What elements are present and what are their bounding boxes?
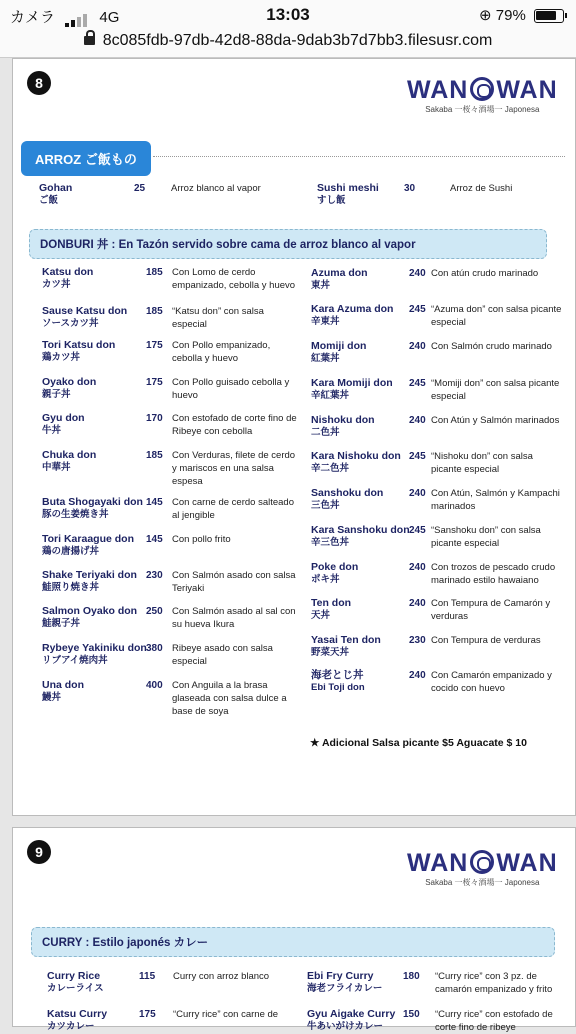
item-name: Gohan: [39, 182, 73, 194]
item-price: 170: [146, 413, 163, 424]
item-name: Ebi Fry Curry: [307, 970, 374, 982]
item-japanese: 三色丼: [311, 500, 340, 511]
item-name: Rybeye Yakiniku don: [42, 642, 147, 654]
item-name: Kara Nishoku don: [311, 450, 401, 462]
url-text: 8c085fdb-97db-42d8-88da-9dab3b7d7bb3.filesusr.com: [102, 32, 493, 49]
item-price: 180: [403, 971, 420, 982]
item-japanese: 牛あいがけカレー: [307, 1021, 384, 1032]
item-japanese: ソースカツ丼: [42, 318, 99, 329]
additional-note: ★ Adicional Salsa picante $5 Aguacate $ 10: [310, 737, 527, 749]
item-japanese: 親子丼: [42, 389, 71, 400]
item-description: “Curry rice” con 3 pz. de camarón empanizado y frito: [435, 971, 553, 995]
item-japanese: リブアイ焼肉丼: [42, 655, 108, 666]
page-number: 9: [27, 840, 51, 864]
item-japanese: 鮭照り焼き丼: [42, 582, 100, 593]
item-description: Con Salmón asado al sal con su hueva Ikura: [172, 606, 296, 630]
item-name: Una don: [42, 679, 84, 691]
item-japanese: 中華丼: [42, 462, 71, 473]
item-description: Con Lomo de cerdo empanizado, cebolla y huevo: [172, 267, 296, 291]
address-bar[interactable]: [0, 30, 576, 58]
item-price: 240: [409, 562, 426, 573]
item-name: Momiji don: [311, 340, 367, 352]
item-description: “Azuma don” con salsa picante especial: [431, 304, 562, 328]
item-japanese: 海老フライカレー: [307, 983, 383, 994]
lock-icon: [84, 36, 95, 45]
item-japanese: Ebi Toji don: [311, 682, 365, 693]
item-description: Con estofado de corte fino de Ribeye con cebolla: [172, 413, 297, 437]
status-right: [479, 6, 564, 24]
item-description: Con Pollo empanizado, cebolla y huevo: [172, 340, 271, 364]
item-japanese: 辛三色丼: [311, 537, 350, 548]
item-japanese: 辛東丼: [311, 316, 340, 327]
item-price: 400: [146, 680, 163, 691]
item-name: Yasai Ten don: [311, 634, 381, 646]
battery-percent: 79%: [495, 7, 526, 24]
item-japanese: すし飯: [317, 195, 346, 206]
section-donburi: DONBURI 丼 : En Tazón servido sobre cama de arroz blanco al vapor: [29, 229, 547, 259]
item-price: 230: [409, 635, 426, 646]
item-price: 175: [146, 340, 163, 351]
item-name: Ten don: [311, 597, 352, 609]
item-price: 245: [409, 304, 426, 315]
item-description: “Nishoku don” con salsa picante especial: [431, 451, 533, 475]
logo-ring-icon: [470, 850, 494, 874]
item-price: 245: [409, 378, 426, 389]
item-japanese: 牛丼: [42, 425, 62, 436]
item-price: 240: [409, 268, 426, 279]
item-japanese: 紅葉丼: [311, 353, 340, 364]
item-price: 115: [139, 971, 156, 982]
item-name: Sause Katsu don: [42, 305, 128, 317]
item-description: Arroz de Sushi: [450, 183, 513, 194]
item-price: 185: [146, 450, 163, 461]
item-japanese: カツカレー: [47, 1021, 95, 1032]
section-arroz: ARROZ ご飯もの: [21, 141, 151, 176]
item-description: “Momiji don” con salsa picante especial: [431, 378, 560, 402]
item-description: Con Atún y Salmón marinados: [431, 415, 560, 426]
item-price: 230: [146, 570, 163, 581]
item-japanese: ご飯: [39, 195, 59, 206]
item-japanese: 鶏の唐揚げ丼: [42, 546, 100, 557]
item-description: Con Atún, Salmón y Kampachi marinados: [431, 488, 560, 512]
item-description: Con Tempura de verduras: [431, 635, 541, 646]
logo-word-right: WAN: [496, 849, 558, 877]
item-name: Tori Karaague don: [42, 533, 134, 545]
item-price: 240: [409, 341, 426, 352]
item-price: 240: [409, 488, 426, 499]
item-name: Gyu don: [42, 412, 85, 424]
item-name: Katsu Curry: [47, 1008, 108, 1020]
item-price: 250: [146, 606, 163, 617]
item-price: 145: [146, 534, 163, 545]
item-price: 175: [139, 1009, 156, 1020]
item-price: 30: [404, 183, 416, 194]
item-description: Con Tempura de Camarón y verduras: [431, 598, 551, 622]
item-name: Kara Azuma don: [311, 303, 394, 315]
item-japanese: 野菜天丼: [311, 647, 350, 658]
item-name: Buta Shogayaki don: [42, 496, 143, 508]
item-description: Curry con arroz blanco: [173, 971, 270, 982]
item-price: 175: [146, 377, 163, 388]
item-japanese: 辛紅葉丼: [311, 390, 350, 401]
item-japanese: 鶏カツ丼: [42, 352, 81, 363]
item-name: Tori Katsu don: [42, 339, 116, 351]
item-name: Kara Momiji don: [311, 377, 393, 389]
item-japanese: 二色丼: [311, 427, 340, 438]
item-japanese: ポキ丼: [311, 574, 340, 585]
item-description: Con Salmón asado con salsa Teriyaki: [172, 570, 296, 594]
wanwan-logo: [407, 77, 558, 115]
item-japanese: 鮭親子丼: [42, 618, 81, 629]
item-price: 150: [403, 1009, 420, 1020]
item-description: “Katsu don” con salsa especial: [172, 306, 264, 330]
item-description: Con Pollo guisado cebolla y huevo: [172, 377, 290, 401]
item-name: Chuka don: [42, 449, 97, 461]
item-description: Con Salmón crudo marinado: [431, 341, 552, 352]
item-description: “Curry rice” con estofado de corte fino de ribeye: [435, 1009, 553, 1033]
item-japanese: 東丼: [311, 280, 331, 291]
item-name: Poke don: [311, 561, 359, 573]
item-description: Con Anguila a la brasa glaseada con salsa dulce a base de soya: [172, 680, 287, 717]
item-description: Con Verduras, filete de cerdo y mariscos en una salsa espesa: [172, 450, 296, 487]
item-name: Sanshoku don: [311, 487, 384, 499]
item-price: 185: [146, 267, 163, 278]
item-name: Curry Rice: [47, 970, 101, 982]
item-description: “Sanshoku don” con salsa picante especial: [431, 525, 541, 549]
item-name: Salmon Oyako don: [42, 605, 138, 617]
item-description: Con carne de cerdo salteado al jengible: [172, 497, 294, 521]
item-japanese: カツ丼: [42, 279, 71, 290]
item-japanese: 豚の生姜焼き丼: [42, 509, 109, 520]
item-name: Oyako don: [42, 376, 97, 388]
logo-word-left: WAN: [407, 76, 469, 104]
logo-word-left: WAN: [407, 849, 469, 877]
section-divider: [153, 156, 565, 157]
wanwan-logo: [407, 850, 558, 888]
item-price: 380: [146, 643, 163, 654]
item-name: Gyu Aigake Curry: [307, 1008, 396, 1020]
status-bar: [0, 0, 576, 30]
item-name: Nishoku don: [311, 414, 375, 426]
rotation-lock-icon: ⊕: [479, 7, 492, 24]
item-japanese: 鰻丼: [42, 692, 62, 703]
logo-word-right: WAN: [496, 76, 558, 104]
item-price: 240: [409, 670, 426, 681]
item-description: Con pollo frito: [172, 534, 231, 545]
item-name: Azuma don: [311, 267, 368, 279]
logo-subtitle: Sakaba 一桜々酒場一 Japonesa: [425, 878, 540, 887]
item-price: 185: [146, 306, 163, 317]
carrier-label: カメラ: [10, 9, 56, 26]
item-name: 海老とじ丼: [311, 669, 364, 681]
item-japanese: 辛二色丼: [311, 463, 350, 474]
item-description: Con Camarón empanizado y cocido con huevo: [431, 670, 552, 694]
item-price: 145: [146, 497, 163, 508]
menu-page-9: [12, 827, 576, 1033]
clock: 13:03: [266, 5, 310, 24]
item-description: Con trozos de pescado crudo marinado estilo hawaiano: [431, 562, 556, 586]
item-name: Shake Teriyaki don: [42, 569, 137, 581]
item-price: 240: [409, 415, 426, 426]
item-description: Ribeye asado con salsa especial: [172, 643, 273, 667]
item-name: Sushi meshi: [317, 182, 379, 194]
item-name: Katsu don: [42, 266, 94, 278]
menu-page-8: [12, 58, 576, 816]
logo-subtitle: Sakaba 一桜々酒場一 Japonesa: [425, 105, 540, 114]
section-curry: CURRY : Estilo japonés カレー: [31, 927, 555, 957]
item-price: 25: [134, 183, 146, 194]
item-description: Arroz blanco al vapor: [171, 183, 261, 194]
item-description: “Curry rice” con carne de: [173, 1009, 279, 1020]
page-number: 8: [27, 71, 51, 95]
item-price: 245: [409, 451, 426, 462]
network-label: 4G: [99, 9, 120, 26]
battery-icon: [534, 9, 564, 23]
item-name: Kara Sanshoku don: [311, 524, 410, 536]
item-description: Con atún crudo marinado: [431, 268, 539, 279]
item-japanese: カレーライス: [47, 983, 104, 994]
item-japanese: 天丼: [311, 610, 331, 621]
item-price: 245: [409, 525, 426, 536]
logo-ring-icon: [470, 77, 494, 101]
item-price: 240: [409, 598, 426, 609]
